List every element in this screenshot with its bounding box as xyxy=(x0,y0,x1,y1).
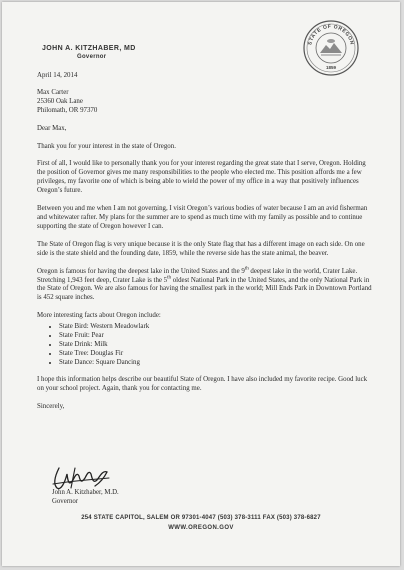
paragraph-personal: Between you and me when I am not governing, I visit Oregon’s various bodies of water because I am an avid fisherman and whitewater rafter. My plans for the summer are to spend as much time with my family as possible and to continue supporting the state of Oregon however I can. xyxy=(37,205,368,230)
list-item: • State Tree: Douglas Fir xyxy=(59,349,373,358)
list-item: • State Dance: Square Dancing xyxy=(59,358,373,367)
recipient-street: 25360 Oak Lane xyxy=(37,97,83,105)
seal-year-text: 1859 xyxy=(325,65,337,70)
letter-body xyxy=(37,72,373,412)
crater-lake-text-2: deepest lake in the world, Crater Lake. Stretching 1,943 feet deep, Crater Lake is the 5 xyxy=(37,267,358,284)
state-seal-icon xyxy=(302,19,360,77)
paragraph-crater-lake xyxy=(37,268,373,304)
footer-address: 254 STATE CAPITOL, SALEM OR 97301-4047 (503) 378-3111 FAX (503) 378-6827 xyxy=(81,515,321,521)
signer-title: Governor xyxy=(52,497,79,505)
recipient-address xyxy=(37,89,373,116)
recipient-city: Philomath, OR 97370 xyxy=(37,106,98,114)
list-item: • State Drink: Milk xyxy=(59,340,373,349)
list-item: • State Bird: Western Meadowlark xyxy=(59,322,373,331)
superscript-5th: th xyxy=(167,275,172,281)
greeting: Dear Max, xyxy=(37,124,67,132)
paragraph-flag: The State of Oregon flag is very unique because it is the only State flag that has a different image on each side. On one side is the state shield and the founding date, 1859, while the reverse side has the state animal, the beaver. xyxy=(37,240,365,257)
paragraph-governor: First of all, I would like to personally thank you for your interest regarding the great state that I serve, Oregon. Holding the position of Governor gives me many responsibilities to the people who elected me. This position affords me a few privileges, my favorite one of which is being able to wield the power of my office in a way that positively influences Oregon’s future. xyxy=(37,160,366,195)
signer-name: John A. Kitzhaber, M.D. xyxy=(52,489,119,496)
seal-top-text: STATE OF OREGON xyxy=(307,23,355,46)
facts-list xyxy=(37,322,373,367)
paragraph-thanks: Thank you for your interest in the state of Oregon. xyxy=(37,142,176,150)
recipient-name: Max Carter xyxy=(37,88,69,96)
letter-sheet xyxy=(2,2,400,566)
crater-lake-text-3: oldest National Park in the United States, and the only National Park in the State of Oregon. We are also famous for having the smallest park in the world; Mill Ends Park in Downtown Portland is 452 square inches. xyxy=(37,276,372,302)
letterhead-title: Governor xyxy=(77,54,107,60)
facts-intro: More interesting facts about Oregon include: xyxy=(37,312,161,320)
footer-website: WWW.OREGON.GOV xyxy=(168,525,234,531)
paragraph-closing-remarks: I hope this information helps describe our beautiful State of Oregon. I have also included my favorite recipe. Good luck on your school project. Again, thank you for contacting me. xyxy=(37,376,368,393)
letter-date: April 14, 2014 xyxy=(37,72,78,79)
signature-block xyxy=(52,489,119,506)
closing: Sincerely, xyxy=(37,402,65,410)
list-item: • State Fruit: Pear xyxy=(59,331,373,340)
crater-lake-text-1: Oregon is famous for having the deepest lake in the United States and the 9 xyxy=(37,267,245,275)
letterhead-name: JOHN A. KITZHABER, MD xyxy=(42,45,136,52)
superscript-9th: th xyxy=(244,266,249,272)
